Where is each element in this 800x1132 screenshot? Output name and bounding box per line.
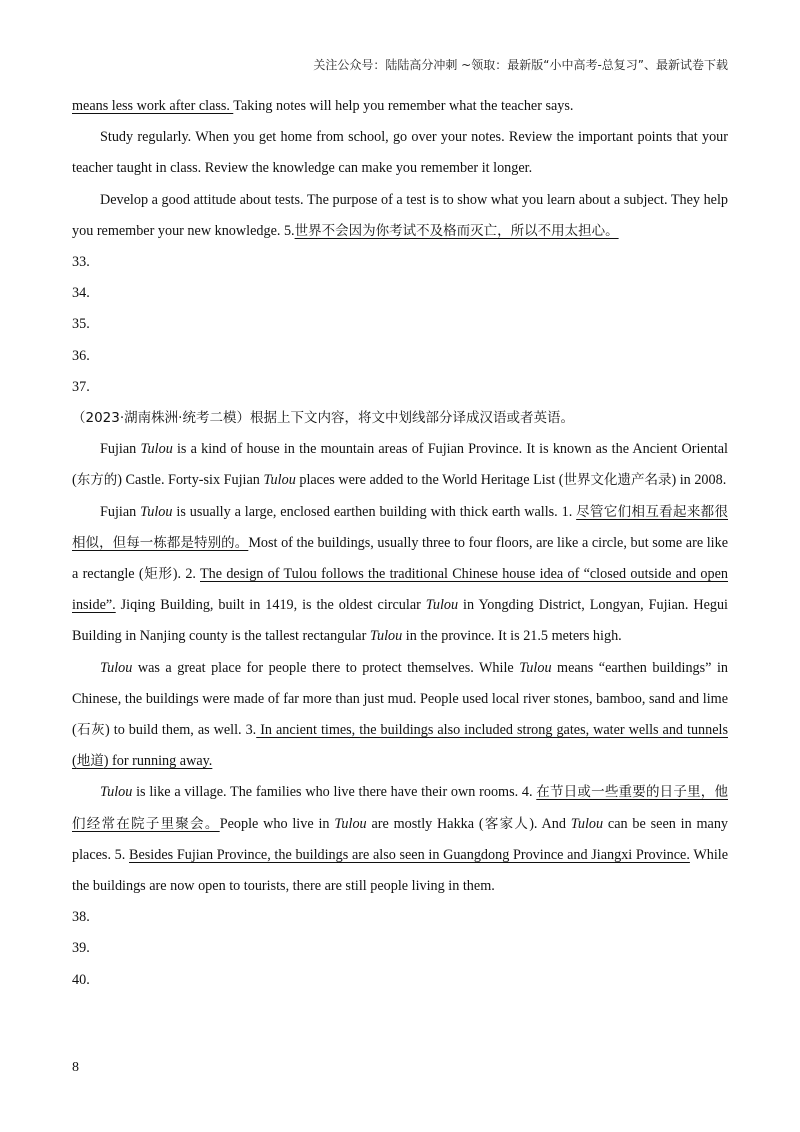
text: is a kind of house in the mountain areas of Fujian Province. It is known as the Ancient Oriental ( [72, 441, 728, 489]
text: Taking notes will help you remember what the teacher says. [233, 98, 574, 114]
page-number: 8 [72, 1060, 79, 1075]
paragraph [72, 434, 728, 496]
text: ). 2. [172, 566, 200, 583]
text: Develop a good attitude about tests. The purpose of a test is to show what you learn about a subject. They help you remember your new knowledge. 5. [72, 191, 728, 239]
underlined-text: means less work after class. [72, 98, 234, 114]
text: ) Castle. Forty-six Fujian [117, 472, 264, 489]
answer-number: 34. [72, 285, 90, 302]
answer-number: 37. [72, 378, 90, 395]
text: 矩形 [143, 566, 173, 583]
answer-number: 35. [72, 316, 90, 333]
text: 世界文化遗产名录 [563, 472, 672, 489]
question-intro: （2023·湖南株洲·统考二模）根据上下文内容，将文中划线部分译成汉语或者英语。 [72, 410, 574, 427]
paragraph [72, 91, 728, 122]
text: 石灰 [76, 722, 106, 739]
tulou-word: Tulou [334, 815, 367, 832]
text: in the province. It is 21.5 meters high. [402, 628, 622, 645]
tulou-word: Tulou [100, 784, 133, 801]
text: places were added to the World Heritage List ( [295, 472, 564, 489]
underlined-text: The design of Tulou follows the traditional Chinese house idea of “closed outside and open inside”. [72, 566, 729, 614]
text: 东方的 [76, 472, 118, 489]
answer-number: 36. [72, 347, 90, 364]
tulou-word: Tulou [140, 503, 173, 520]
underlined-text: In ancient times, the buildings also included strong gates, water wells and tunnels ( [72, 722, 728, 770]
text: ). And [529, 815, 571, 832]
tulou-word: Tulou [140, 441, 173, 458]
text: is like a village. The families who live there have their own rooms. 4. [132, 784, 537, 801]
tulou-word: Tulou [369, 628, 403, 645]
text: ) in 2008. [671, 472, 727, 489]
text: Fujian [100, 503, 141, 520]
text: in Yongding District, Longyan, Fujian. Hegui Building in Nanjing county is the tallest rectangular [72, 597, 728, 645]
text: means “earthen buildings” in Chinese, the buildings were made of far more than just mud. People used local river stones, bamboo, sand and lime ( [72, 659, 729, 739]
text: People who live in [219, 815, 335, 832]
text: Jiqing Building, built in 1419, is the oldest circular [115, 597, 426, 614]
text: Most of the buildings, usually three to four floors, are like a circle, but some are like a rectangle ( [72, 534, 729, 583]
tulou-word: Tulou [263, 472, 296, 489]
underlined-text: ) for running away. [103, 753, 213, 770]
text: is usually a large, enclosed earthen building with thick earth walls. 1. [172, 503, 577, 520]
answer-number: 40. [72, 971, 90, 988]
text: can be seen in many places. 5. [72, 815, 729, 863]
tulou-word: Tulou [519, 659, 552, 676]
tulou-word: Tulou [570, 815, 604, 832]
text: are mostly Hakka ( [366, 815, 484, 832]
answer-number: 39. [72, 940, 90, 957]
paragraph [72, 497, 728, 653]
paragraph: Study regularly. When you get home from school, go over your notes. Review the important points that your teacher taught in class. Review the knowledge can make you remember it longer. [72, 129, 728, 177]
paragraph [72, 777, 728, 902]
underlined-text: Besides Fujian Province, the buildings are also seen in Guangdong Province and Jiangxi Province. [129, 846, 690, 863]
paragraph [72, 185, 728, 247]
text: ) to build them, as well. 3. [105, 722, 257, 739]
underlined-text: 尽管它们相互看起来都很相似，但每一栋都是特别的。 [72, 503, 729, 551]
text: 客家人 [483, 815, 530, 832]
underlined-text: 世界不会因为你考试不及格而灭亡，所以不用太担心。 [294, 222, 619, 239]
answer-number: 33. [72, 254, 90, 271]
page-header: 关注公众号：陆陆高分冲刺 ~领取：最新版“小中高考-总复习”、最新试卷下载 [313, 58, 728, 72]
underlined-text: 地道 [76, 753, 104, 770]
tulou-word: Tulou [100, 659, 133, 676]
underlined-text: 在节日或一些重要的日子里，他们经常在院子里聚会。 [72, 784, 729, 832]
text: While the buildings are now open to tourists, there are still people living in them. [72, 846, 728, 895]
text: was a great place for people there to protect themselves. While [132, 659, 520, 676]
text: Fujian [100, 441, 141, 458]
tulou-word: Tulou [425, 597, 459, 614]
document-body [72, 91, 728, 996]
answer-number: 38. [72, 909, 90, 926]
paragraph [72, 653, 728, 778]
